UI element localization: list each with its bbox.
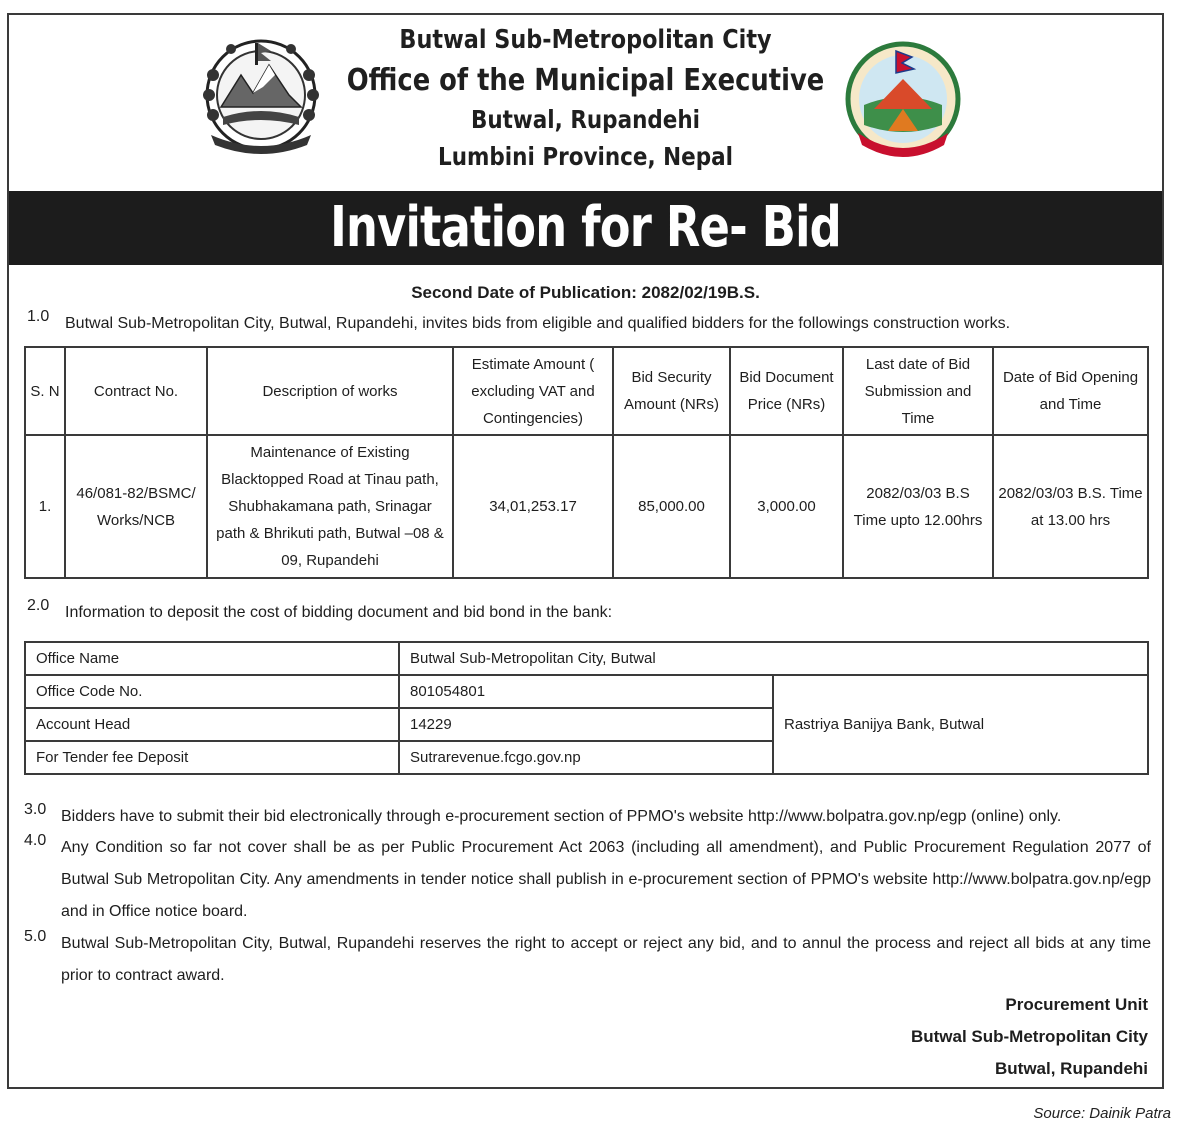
section-text: Bidders have to submit their bid electronically through e-procurement section of PPMO's website http://www.bolpatra.gov.np/egp (online) only. bbox=[61, 808, 1062, 825]
header-sn: S. N bbox=[25, 347, 65, 435]
table-header-row bbox=[25, 347, 1148, 435]
cell-description: Maintenance of Existing Blacktopped Road at Tinau path, Shubhakamana path, Srinagar path & Bhrikuti path, Butwal –08 & 09, Rupandehi bbox=[207, 435, 453, 578]
header-bid-document-price: Bid Document Price (NRs) bbox=[730, 347, 843, 435]
province: Lumbini Province, Nepal bbox=[438, 142, 733, 171]
header-bid-security: Bid Security Amount (NRs) bbox=[613, 347, 730, 435]
source-credit: Source: Dainik Patra bbox=[1033, 1105, 1171, 1122]
section-text: Information to deposit the cost of bidding document and bid bond in the bank: bbox=[65, 604, 613, 621]
header-last-date: Last date of Bid Submission and Time bbox=[843, 347, 993, 435]
header-contract-no: Contract No. bbox=[65, 347, 207, 435]
account-head-value: 14229 bbox=[399, 708, 773, 741]
cell-estimate: 34,01,253.17 bbox=[453, 435, 613, 578]
section-text: Butwal Sub-Metropolitan City, Butwal, Rupandehi reserves the right to accept or reject any bid, and to annul the process and reject all bids at any time prior to contract award. bbox=[61, 935, 1151, 984]
header-opening-date: Date of Bid Opening and Time bbox=[993, 347, 1148, 435]
tender-notice bbox=[7, 13, 1164, 1089]
section-number: 3.0 bbox=[24, 801, 47, 818]
office-code-value: 801054801 bbox=[399, 675, 773, 708]
section-text: Any Condition so far not cover shall be as per Public Procurement Act 2063 (including all amendment), and Public Procurement Regulation 2077 of Butwal Sub Metropolitan City. Any amendments in tender notice shall publish in e-procurement section of PPMO's website http://www.bolpatra.gov.np/egp and in Office notice board. bbox=[61, 839, 1151, 920]
signature-unit: Procurement Unit bbox=[1005, 995, 1148, 1014]
section-number: 5.0 bbox=[24, 928, 47, 945]
title-banner bbox=[9, 191, 1162, 265]
publication-date: Second Date of Publication: 2082/02/19B.S. bbox=[411, 283, 760, 302]
butwal-city-logo-icon bbox=[844, 39, 962, 164]
section-number: 2.0 bbox=[27, 597, 50, 614]
table-row bbox=[25, 675, 1148, 708]
works-table bbox=[24, 346, 1149, 579]
signature-city: Butwal Sub-Metropolitan City bbox=[910, 1027, 1148, 1046]
table-row bbox=[25, 435, 1148, 578]
cell-contract-no: 46/081-82/BSMC/ Works/NCB bbox=[65, 435, 207, 578]
table-row bbox=[25, 642, 1148, 675]
account-head-label: Account Head bbox=[25, 708, 399, 741]
signature-location: Butwal, Rupandehi bbox=[995, 1059, 1148, 1078]
cell-bid-security: 85,000.00 bbox=[613, 435, 730, 578]
cell-sn: 1. bbox=[25, 435, 65, 578]
tender-fee-value: Sutrarevenue.fcgo.gov.np bbox=[399, 741, 773, 774]
tender-fee-label: For Tender fee Deposit bbox=[25, 741, 399, 774]
section-number: 4.0 bbox=[24, 832, 47, 849]
header-estimate: Estimate Amount ( excluding VAT and Contingencies) bbox=[453, 347, 613, 435]
notice-title: Invitation for Re- Bid bbox=[330, 195, 841, 260]
notice-header bbox=[9, 15, 1162, 191]
section-number: 1.0 bbox=[27, 308, 50, 325]
office-name: Office of the Municipal Executive bbox=[346, 63, 825, 98]
bank-name: Rastriya Banijya Bank, Butwal bbox=[773, 675, 1148, 774]
city-name: Butwal Sub-Metropolitan City bbox=[399, 25, 772, 55]
office-name-label: Office Name bbox=[25, 642, 399, 675]
office-code-label: Office Code No. bbox=[25, 675, 399, 708]
bank-info-table bbox=[24, 641, 1149, 775]
cell-opening-date: 2082/03/03 B.S. Time at 13.00 hrs bbox=[993, 435, 1148, 578]
header-description: Description of works bbox=[207, 347, 453, 435]
section-text: Butwal Sub-Metropolitan City, Butwal, Rupandehi, invites bids from eligible and qualified bidders for the followings construction works. bbox=[65, 315, 1011, 332]
location: Butwal, Rupandehi bbox=[470, 105, 701, 134]
cell-bid-document-price: 3,000.00 bbox=[730, 435, 843, 578]
cell-last-date: 2082/03/03 B.S Time upto 12.00hrs bbox=[843, 435, 993, 578]
office-name-value: Butwal Sub-Metropolitan City, Butwal bbox=[399, 642, 1148, 675]
